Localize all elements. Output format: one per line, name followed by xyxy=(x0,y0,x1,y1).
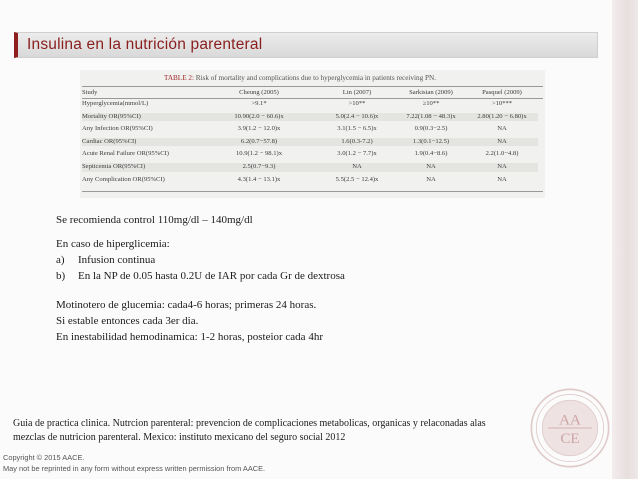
table-cell: NA xyxy=(426,163,436,170)
table-row xyxy=(82,176,538,185)
table-rule-top xyxy=(82,86,543,87)
table-caption xyxy=(164,74,436,82)
table-cell: >9.1* xyxy=(251,100,267,107)
table-cell: >10** xyxy=(348,100,366,107)
table-row xyxy=(82,100,538,109)
monitoring-line: En inestabilidad hemodinamica: 1-2 horas, posteior cada 4hr xyxy=(56,331,323,343)
monitoring-section xyxy=(56,297,323,345)
table-cell: 0.9(0.3−2.5) xyxy=(414,125,448,133)
list-item-text: Infusion continua xyxy=(78,254,156,266)
table-row xyxy=(82,163,538,172)
reference-line: Guia de practica clinica. Nutrcion parenteral: prevencion de complicaciones metabolicas, organicas y relaconadas alas xyxy=(13,418,486,429)
table-cell: Any Complication OR(95%CI) xyxy=(82,175,165,183)
header-cell: Pasquel (2009) xyxy=(482,89,522,96)
table-cell: 10.9(1.2 − 98.1)x xyxy=(235,150,283,158)
table-cell: Hyperglycemia(mmol/L) xyxy=(82,100,149,107)
table-caption-text: Risk of mortality and complications due to hyperglycemia in patients receiving PN. xyxy=(195,74,436,82)
table-cell: NA xyxy=(497,163,507,170)
table-cell: 5.5(2.5 − 12.4)x xyxy=(335,175,379,183)
table-cell: NA xyxy=(426,175,436,183)
table-cell: 1.6(0.3-7.2) xyxy=(341,137,373,145)
table-cell: 2.2(1.0−4.8) xyxy=(485,150,519,158)
table-cell: 3.0(1.2 − 7.7)x xyxy=(337,150,377,158)
target-range-text: Se recomienda control 110mg/dl – 140mg/dl xyxy=(56,214,253,226)
reference-line: mezclas de nutricion parenteral. Mexico: instituto mexicano del seguro social 2012 xyxy=(13,432,346,443)
table-cell: 2.5(0.7−9.3) xyxy=(242,163,276,170)
table-cell: ≥10** xyxy=(422,100,440,107)
table-rule-header xyxy=(82,98,543,99)
list-item xyxy=(56,252,345,268)
table-cell: 2.80(1.20 − 6.80)x xyxy=(477,112,527,120)
table-cell: 4.3(1.4 − 13.1)x xyxy=(237,175,281,183)
table-row xyxy=(82,150,538,159)
table-cell: Mortality OR(95%CI) xyxy=(82,112,141,120)
table-caption-label: TABLE 2: xyxy=(164,74,194,82)
logo-text-bottom: CE xyxy=(560,431,580,448)
list-item xyxy=(56,268,345,284)
table-cell: NA xyxy=(497,125,507,133)
header-cell: Lin (2007) xyxy=(342,89,372,96)
table-cell: 10.90(2.0 − 60.6)x xyxy=(234,112,284,120)
slide-title: Insulina en la nutrición parenteral xyxy=(27,36,263,53)
table-cell: NA xyxy=(497,175,507,183)
table-cell: 6.2(0.7−57.8) xyxy=(240,137,278,145)
header-cell: Cheung (2005) xyxy=(239,89,279,96)
decorative-side-bar xyxy=(612,0,638,479)
header-cell: Sarkisian (2009) xyxy=(409,89,453,96)
table-row xyxy=(82,113,538,122)
aace-seal-icon xyxy=(528,386,612,470)
header-cell: Study xyxy=(82,89,98,96)
copyright-notice: May not be reprinted in any form without express written permission from AACE. xyxy=(3,464,266,473)
list-item-text: En la NP de 0.05 hasta 0.2U de IAR por cada Gr de dextrosa xyxy=(78,270,345,282)
study-table-image xyxy=(80,70,545,198)
table-row xyxy=(82,125,538,134)
table-cell: 1.9(0.4−8.6) xyxy=(414,150,448,158)
logo-text-top: AA xyxy=(559,412,581,429)
list-marker: a) xyxy=(56,254,65,266)
table-cell: >10*** xyxy=(491,100,513,107)
hyperglycemia-section xyxy=(56,236,345,284)
table-cell: 3.9(1.2 − 12.0)x xyxy=(237,125,281,133)
table-cell: 3.1(1.5 − 6.5)x xyxy=(337,125,377,133)
reference-citation xyxy=(13,417,486,445)
title-bar xyxy=(14,32,598,58)
copyright-text: Copyright © 2015 AACE. xyxy=(3,453,85,462)
table-cell: Any Infection OR(95%CI) xyxy=(82,125,153,133)
table-cell: 1.3(0.1−12.5) xyxy=(412,137,450,145)
table-cell: 7.22(1.08 − 48.3)x xyxy=(406,112,456,120)
table-cell: Septicemia OR(95%CI) xyxy=(82,163,146,170)
table-row xyxy=(82,138,538,147)
monitoring-line: Si estable entonces cada 3er dia. xyxy=(56,315,199,327)
table-cell: Acute Renal Failure OR(95%CI) xyxy=(82,150,169,158)
table-cell: NA xyxy=(352,163,362,170)
table-cell: 5.0(2.4 − 10.6)x xyxy=(335,112,379,120)
table-rule-bottom xyxy=(82,191,543,192)
table-cell: NA xyxy=(497,137,507,145)
copyright-footer xyxy=(3,452,265,474)
table-cell: Cardiac OR(95%CI) xyxy=(82,137,137,145)
monitoring-line: Motinotero de glucemia: cada4-6 horas; primeras 24 horas. xyxy=(56,299,317,311)
list-marker: b) xyxy=(56,270,66,282)
hyperglycemia-heading: En caso de hiperglicemia: xyxy=(56,238,170,250)
